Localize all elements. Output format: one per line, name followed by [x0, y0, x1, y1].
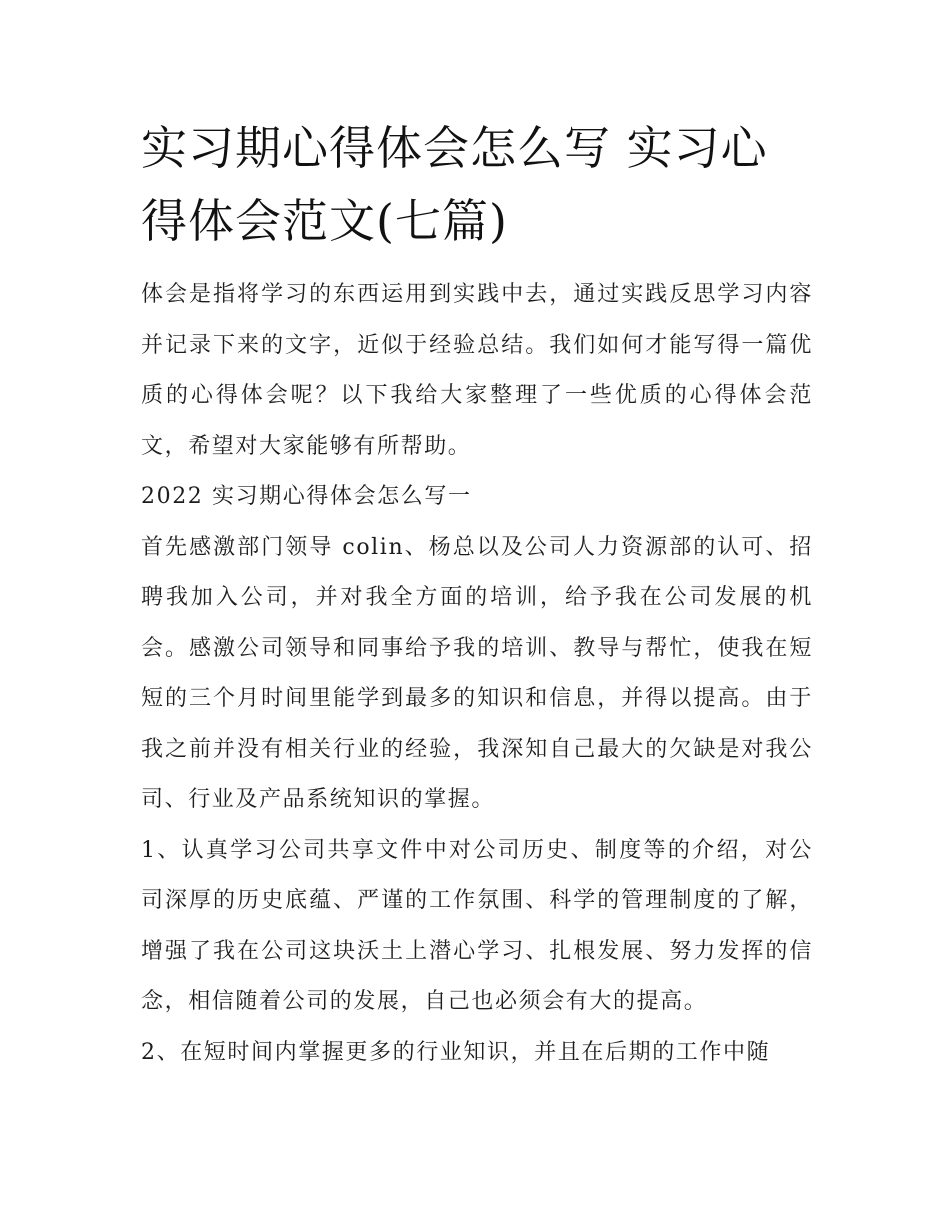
intro-paragraph: 体会是指将学习的东西运用到实践中去，通过实践反思学习内容并记录下来的文字，近似于经验总结。我们如何才能写得一篇优质的心得体会呢？以下我给大家整理了一些优质的心得体会范文，希望对大家能够有所帮助。 — [141, 282, 813, 459]
list-item-1: 1、认真学习公司共享文件中对公司历史、制度等的介绍，对公司深厚的历史底蕴、严谨的工作氛围、科学的管理制度的了解，增强了我在公司这块沃土上潜心学习、扎根发展、努力发挥的信念，相信随着公司的发展，自己也必须会有大的提高。 — [141, 837, 813, 1014]
document-title: 实习期心得体会怎么写 实习心得体会范文(七篇) — [141, 121, 768, 248]
document-body — [141, 112, 813, 1078]
body-paragraph: 首先感激部门领导 colin、杨总以及公司人力资源部的认可、招聘我加入公司，并对我全方面的培训，给予我在公司发展的机会。感激公司领导和同事给予我的培训、教导与帮忙，使我在短短的三个月时间里能学到最多的知识和信息，并得以提高。由于我之前并没有相关行业的经验，我深知自己最大的欠缺是对我公司、行业及产品系统知识的掌握。 — [141, 534, 813, 812]
section-heading: 2022 实习期心得体会怎么写一 — [141, 484, 472, 509]
list-item-2: 2、在短时间内掌握更多的行业知识，并且在后期的工作中随 — [141, 1039, 771, 1065]
